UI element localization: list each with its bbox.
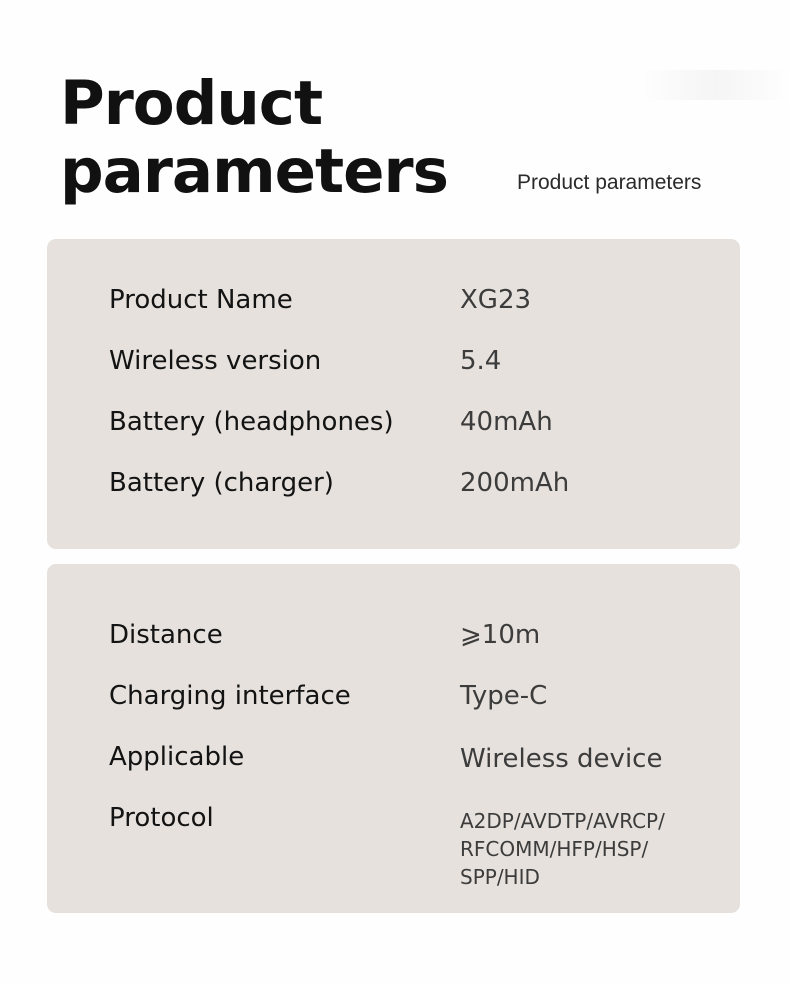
protocol-line: RFCOMM/HFP/HSP/ <box>460 837 649 861</box>
page-title-line-2: parameters <box>60 136 448 207</box>
param-value: 200mAh <box>460 468 570 498</box>
page-title-line-1: Product <box>60 68 323 139</box>
param-value: 40mAh <box>460 407 553 437</box>
protocol-line: SPP/HID <box>460 865 540 889</box>
param-label: Protocol <box>109 803 214 833</box>
param-value: Type-C <box>460 681 548 711</box>
parameters-card-basic <box>47 239 740 549</box>
param-label: Product Name <box>109 285 293 315</box>
param-label: Battery (headphones) <box>109 407 394 437</box>
protocol-line: A2DP/AVDTP/AVRCP/ <box>460 809 665 833</box>
param-value-protocol <box>460 807 700 891</box>
param-value: 5.4 <box>460 346 502 376</box>
param-value: ⩾10m <box>460 620 541 650</box>
param-label: Applicable <box>109 742 245 772</box>
param-value: Wireless device <box>460 744 663 774</box>
page-subtitle: Product parameters <box>517 171 702 194</box>
param-label: Wireless version <box>109 346 322 376</box>
param-label: Distance <box>109 620 223 650</box>
header-corner-shade <box>640 70 790 100</box>
param-label: Charging interface <box>109 681 351 711</box>
page-title <box>60 70 448 206</box>
param-label: Battery (charger) <box>109 468 334 498</box>
param-value: XG23 <box>460 285 532 315</box>
parameters-card-connectivity <box>47 564 740 913</box>
